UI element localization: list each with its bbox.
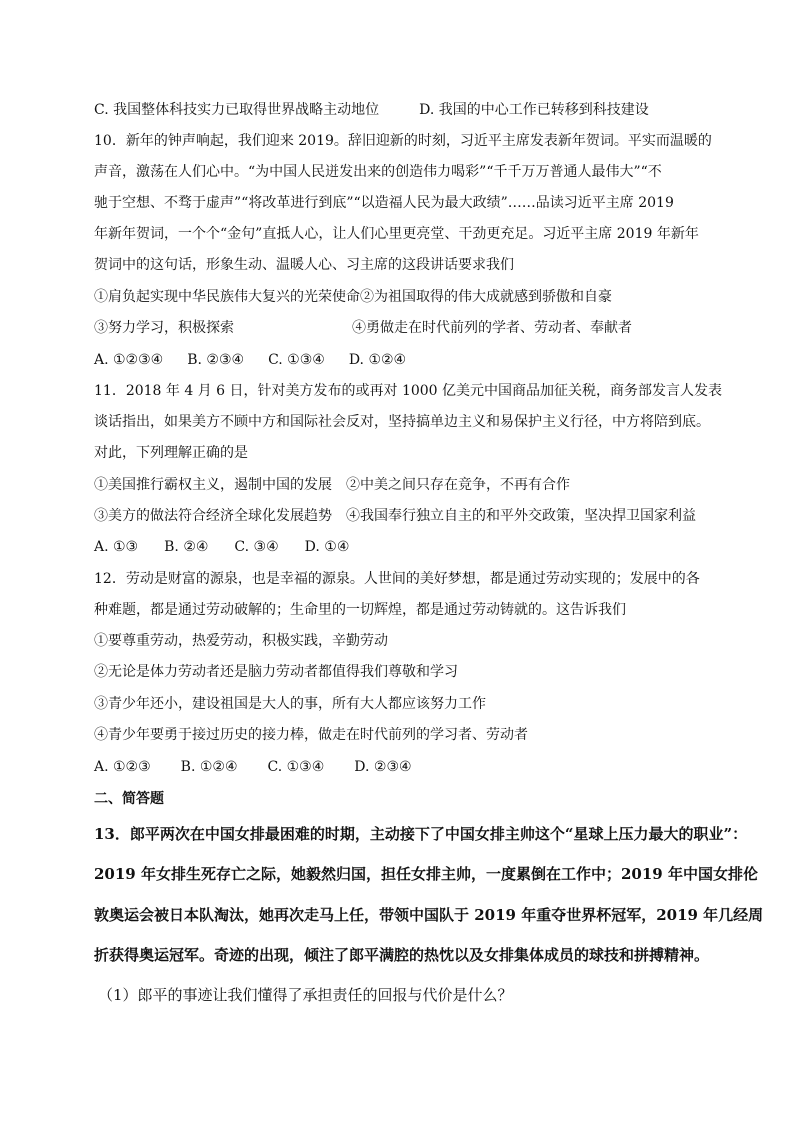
q10-stem-line-3: 驰于空想、不骛于虚声”“将改革进行到底”“以造福人民为最大政绩”……品读习近平主席 2019 bbox=[94, 195, 674, 211]
q11-stem-line-2: 谈话指出，如果美方不顾中方和国际社会反对，坚持搞单边主义和易保护主义行径，中方将陪到底。 bbox=[94, 414, 710, 430]
q11-stem-line-1: 11．2018 年 4 月 6 日，针对美方发布的或再对 1000 亿美元中国商品加征关税，商务部发言人发表 bbox=[94, 383, 723, 399]
q10-statements-1-2: ①肩负起实现中华民族伟大复兴的光荣使命②为祖国取得的伟大成就感到骄傲和自豪 bbox=[94, 289, 612, 305]
q13-stem-line-3: 敦奥运会被日本队淘汰，她再次走马上任，带领中国队于 2019 年重夺世界杯冠军，2019 年几经周 bbox=[94, 906, 764, 924]
q10-stem-line-1: 10．新年的钟声响起，我们迎来 2019。辞旧迎新的时刻，习近平主席发表新年贺词。平实而温暖的 bbox=[94, 133, 712, 149]
q10-statements-3-4 bbox=[94, 318, 632, 338]
q12-option-d: D. ②③④ bbox=[354, 759, 412, 775]
q12-option-a: A. ①②③ bbox=[94, 759, 151, 775]
q12-statement-4: ④青少年要勇于接过历史的接力棒，做走在时代前列的学习者、劳动者 bbox=[94, 727, 528, 743]
q12-stem-line-2: 种难题，都是通过劳动破解的；生命里的一切辉煌，都是通过劳动铸就的。这告诉我们 bbox=[94, 602, 626, 618]
q10-option-d: D. ①②④ bbox=[348, 352, 407, 368]
q10-stem-line-2: 声音，激荡在人们心中。“为中国人民迸发出来的创造伟力喝彩”“千千万万普通人最伟大”“不 bbox=[94, 164, 662, 180]
q11-option-b: B. ②④ bbox=[164, 539, 209, 555]
q12-option-b: B. ①②④ bbox=[180, 759, 238, 775]
q11-stem-line-3: 对此，下列理解正确的是 bbox=[94, 445, 248, 461]
q13-subquestion-1: （1）郎平的事迹让我们懂得了承担责任的回报与代价是什么？ bbox=[98, 986, 513, 1004]
q10-statement-4: ④勇做走在时代前列的学者、劳动者、奉献者 bbox=[352, 320, 632, 336]
q13-stem-line-2: 2019 年女排生死存亡之际，她毅然归国，担任女排主帅，一度累倒在工作中；2019 年中国女排伦 bbox=[94, 865, 758, 883]
q10-option-b: B. ②③④ bbox=[187, 352, 245, 368]
q11-option-c: C. ③④ bbox=[234, 539, 279, 555]
q10-statement-3: ③努力学习，积极探索 bbox=[94, 320, 234, 336]
q10-options-row bbox=[94, 350, 406, 370]
q11-statements-3-4: ③美方的做法符合经济全球化发展趋势 ④我国奉行独立自主的和平外交政策，坚决捍卫国家利益 bbox=[94, 508, 696, 524]
q11-options-row bbox=[94, 537, 349, 557]
q12-statement-2: ②无论是体力劳动者还是脑力劳动者都值得我们尊敬和学习 bbox=[94, 664, 458, 680]
q12-option-c: C. ①③④ bbox=[267, 759, 325, 775]
q9-options-row bbox=[94, 100, 649, 120]
q12-stem-line-1: 12．劳动是财富的源泉，也是幸福的源泉。人世间的美好梦想，都是通过劳动实现的；发展中的各 bbox=[94, 571, 700, 587]
q12-statement-1: ①要尊重劳动，热爱劳动，积极实践，辛勤劳动 bbox=[94, 633, 388, 649]
q12-options-row bbox=[94, 757, 412, 777]
q13-stem-line-1: 13．郎平两次在中国女排最困难的时期，主动接下了中国女排主帅这个“星球上压力最大的职业”： bbox=[94, 825, 748, 843]
q11-option-d: D. ①④ bbox=[304, 539, 350, 555]
q11-option-a: A. ①③ bbox=[94, 539, 139, 555]
q9-option-d: D. 我国的中心工作已转移到科技建设 bbox=[419, 102, 649, 118]
q12-statement-3: ③青少年还小，建设祖国是大人的事，所有大人都应该努力工作 bbox=[94, 696, 486, 712]
q11-statements-1-2: ①美国推行霸权主义，遏制中国的发展 ②中美之间只存在竞争，不再有合作 bbox=[94, 477, 570, 493]
q10-option-c: C. ①③④ bbox=[268, 352, 325, 368]
q13-stem-line-4: 折获得奥运冠军。奇迹的出现，倾注了郎平满腔的热忱以及女排集体成员的球技和拼搏精神。 bbox=[94, 946, 710, 964]
q10-stem-line-5: 贺词中的这句话，形象生动、温暖人心、习主席的这段讲话要求我们 bbox=[94, 257, 514, 273]
q10-stem-line-4: 年新年贺词，一个个“金句”直抵人心，让人们心里更亮堂、干劲更充足。习近平主席 2019 年新年 bbox=[94, 226, 699, 242]
q10-option-a: A. ①②③④ bbox=[94, 352, 164, 368]
q9-option-c: C. 我国整体科技实力已取得世界战略主动地位 bbox=[94, 102, 380, 118]
section-heading: 二、简答题 bbox=[94, 791, 164, 807]
